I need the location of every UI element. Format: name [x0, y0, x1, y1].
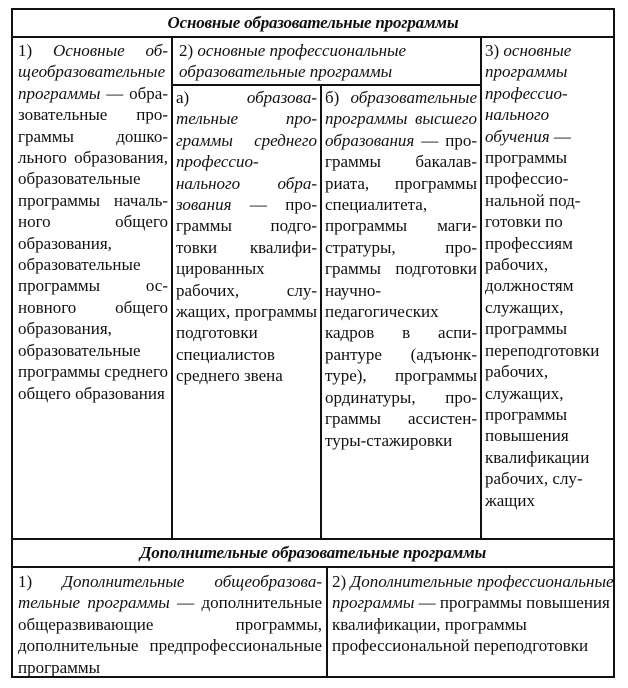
item-number: а): [176, 88, 190, 107]
secondary-vocational-programs: [176, 87, 317, 387]
divider: [480, 38, 482, 538]
item-title: основные программы профессионального обучения: [485, 41, 572, 146]
higher-education-programs: [325, 87, 477, 451]
item-number: б): [325, 88, 340, 107]
item-description: — программы подготовки квалифицированных рабочих, служащих, программы подготовки специалистов среднего звена: [176, 195, 317, 386]
item-description: — программы повышения квалификации, программы профессиональной переподготовки: [332, 593, 610, 656]
vocational-training-programs: [485, 40, 613, 511]
divider: [320, 86, 322, 538]
additional-professional-programs: [332, 571, 614, 657]
item-number: 1): [18, 572, 33, 591]
divider: [173, 84, 480, 86]
professional-programs-heading: [179, 40, 477, 83]
item-number: 2): [179, 41, 194, 60]
item-number: 2): [332, 572, 347, 591]
item-description: — образовательные программы дошкольного образования, образовательные программы начального общего образования, образовательные программы основного общего образования, образовательные программы среднего общего образования: [18, 83, 169, 403]
item-description: — программы профессиональной подготовки по профессиям рабочих, должностям служащих, программы переподготовки рабочих, служащих, программы повышения квалификации рабочих, служащих: [485, 126, 600, 510]
general-education-programs: [18, 40, 168, 404]
additional-programs-header: Дополнительные образовательные программы: [139, 543, 487, 562]
item-title: образовательные программы высшего образования: [325, 88, 477, 150]
item-description: — программы бакалавриата, программы специалитета, программы магистратуры, программы подготовки научно-педагогических кадров в аспирантуре (адъюнктуре), программы ординатуры, программы ассистентуры-стажировки: [325, 130, 477, 450]
divider: [13, 538, 613, 540]
programs-table: [11, 8, 615, 678]
item-title: образовательные программы среднего профессионального образования: [176, 88, 317, 215]
additional-general-programs: [18, 571, 322, 678]
item-description: — дополнительные общеразвивающие программы, дополнительные предпрофессиональные программы: [18, 593, 322, 677]
item-title: Дополнительные общеобразовательные программы: [18, 572, 322, 613]
item-number: 1): [18, 41, 33, 60]
main-programs-header: Основные образовательные программы: [167, 13, 459, 32]
divider: [171, 38, 173, 538]
divider: [13, 566, 613, 568]
item-number: 3): [485, 41, 500, 60]
item-title: основные профессиональные образовательные программы: [179, 41, 407, 82]
item-title: Основные общеобразовательные программы: [18, 41, 169, 103]
divider: [13, 36, 613, 38]
divider: [326, 568, 328, 678]
item-title: Дополнительные профессиональные программы: [332, 572, 614, 613]
